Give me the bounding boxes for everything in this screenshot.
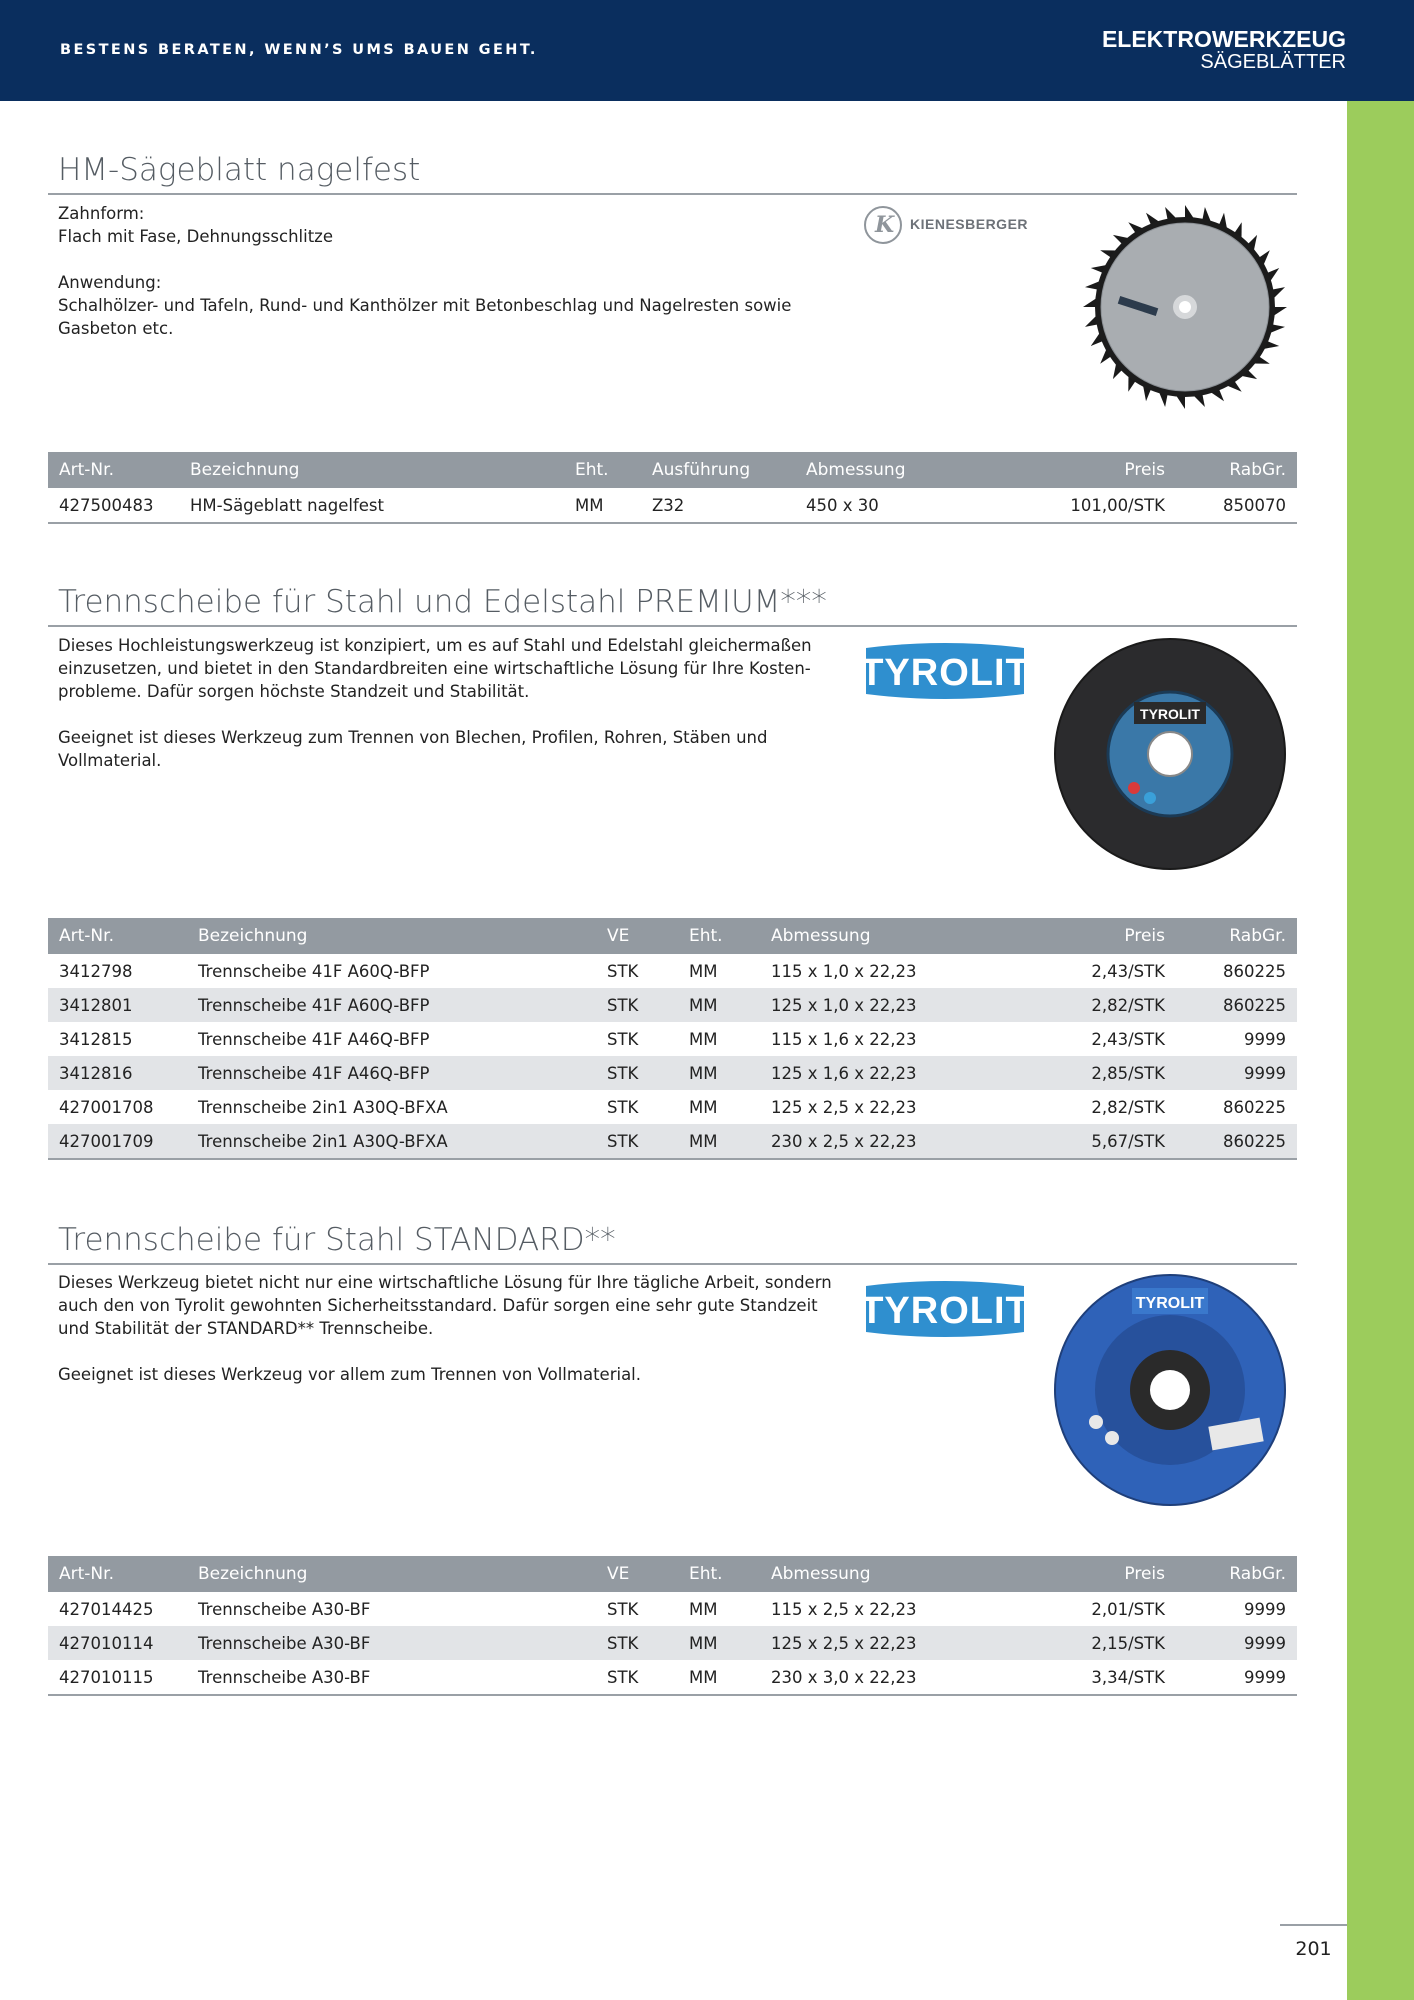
col-header: Bezeichnung xyxy=(187,918,596,954)
col-header: Art-Nr. xyxy=(48,452,179,488)
svg-text:TYROLIT: TYROLIT xyxy=(1135,1295,1205,1312)
desc-line: auch den von Tyrolit gewohnten Sicherheitsstandard. Dafür sorgen eine sehr gute Standzeit xyxy=(58,1296,818,1315)
saw-blade-image xyxy=(1080,202,1290,412)
cell-eht: MM xyxy=(575,495,604,515)
cell-preis: 2,01/STK xyxy=(1091,1599,1165,1619)
cell-ve: STK xyxy=(596,1626,678,1660)
desc-line: einzusetzen, und bietet in den Standardbreiten eine wirtschaftliche Lösung für Ihre Kosten- xyxy=(58,659,811,678)
table-row xyxy=(48,488,1297,523)
section-description xyxy=(58,202,848,340)
cell-eht: MM xyxy=(689,1599,718,1619)
cell-preis: 2,82/STK xyxy=(1091,1097,1165,1117)
col-header: VE xyxy=(596,918,678,954)
cell-ve: STK xyxy=(607,1097,639,1117)
cell-eht: MM xyxy=(689,961,718,981)
cell-preis: 5,67/STK xyxy=(1042,1124,1176,1159)
cell-bezeichnung: Trennscheibe A30-BF xyxy=(198,1667,371,1687)
section-description xyxy=(58,634,848,772)
desc-line: Gasbeton etc. xyxy=(58,319,174,338)
cell-ve: STK xyxy=(607,961,639,981)
table-row xyxy=(48,1660,1297,1695)
cell-abmessung: 115 x 1,6 x 22,23 xyxy=(771,1029,917,1049)
col-header: Eht. xyxy=(678,918,760,954)
product-table-standard-disc xyxy=(48,1556,1297,1696)
cell-bezeichnung: Trennscheibe 2in1 A30Q-BFXA xyxy=(198,1097,448,1117)
cell-rabgr: 860225 xyxy=(1223,961,1286,981)
cell-rabgr: 860225 xyxy=(1176,988,1297,1022)
cell-preis: 2,43/STK xyxy=(1091,1029,1165,1049)
cell-art-nr: 427001708 xyxy=(59,1097,154,1117)
cell-art-nr: 427010115 xyxy=(59,1667,154,1687)
cell-abmessung: 125 x 2,5 x 22,23 xyxy=(760,1626,1042,1660)
svg-text:TYROLIT: TYROLIT xyxy=(860,1290,1030,1332)
table-row xyxy=(48,1022,1297,1056)
cell-ausfuehrung: Z32 xyxy=(652,495,685,515)
header-category: ELEKTROWERKZEUG xyxy=(1101,26,1346,52)
cell-ve: STK xyxy=(596,1056,678,1090)
cell-ve: STK xyxy=(596,988,678,1022)
section-description xyxy=(58,1271,858,1386)
col-header: Abmessung xyxy=(760,1556,1042,1592)
header-subcategory: SÄGEBLÄTTER xyxy=(1200,51,1346,73)
cell-rabgr: 850070 xyxy=(1223,495,1286,515)
table-row xyxy=(48,1056,1297,1090)
section-rule xyxy=(48,1263,1297,1265)
side-color-bar xyxy=(1347,101,1414,2000)
kienesberger-logo: K KIENESBERGER xyxy=(862,204,1042,248)
table-row xyxy=(48,1124,1297,1159)
cutting-disc-image xyxy=(1052,636,1288,872)
cell-ve: STK xyxy=(607,1029,639,1049)
cell-preis: 2,43/STK xyxy=(1091,961,1165,981)
col-header: RabGr. xyxy=(1176,452,1297,488)
desc-line: Vollmaterial. xyxy=(58,751,162,770)
cell-preis: 2,85/STK xyxy=(1042,1056,1176,1090)
product-table-premium-disc xyxy=(48,918,1297,1160)
col-header: Preis xyxy=(1042,918,1176,954)
cell-abmessung: 115 x 1,0 x 22,23 xyxy=(771,961,917,981)
col-header: Ausführung xyxy=(641,452,795,488)
tyrolit-logo xyxy=(860,1278,1030,1340)
table-header-row xyxy=(48,918,1297,954)
desc-line: Anwendung: xyxy=(58,273,162,292)
col-header: Bezeichnung xyxy=(187,1556,596,1592)
table-row xyxy=(48,1592,1297,1626)
cell-bezeichnung: Trennscheibe 41F A60Q-BFP xyxy=(198,961,430,981)
desc-line: Schalhölzer- und Tafeln, Rund- und Kanthölzer mit Betonbeschlag und Nagelresten sowie xyxy=(58,296,792,315)
cell-abmessung: 230 x 3,0 x 22,23 xyxy=(771,1667,917,1687)
section-rule xyxy=(48,193,1297,195)
cell-bezeichnung: Trennscheibe 2in1 A30Q-BFXA xyxy=(187,1124,596,1159)
col-header: RabGr. xyxy=(1176,918,1297,954)
cell-bezeichnung: Trennscheibe A30-BF xyxy=(198,1599,371,1619)
table-row xyxy=(48,1090,1297,1124)
cell-eht: MM xyxy=(689,1029,718,1049)
cell-art-nr: 3412815 xyxy=(59,1029,133,1049)
col-header: RabGr. xyxy=(1176,1556,1297,1592)
cell-art-nr: 427010114 xyxy=(48,1626,187,1660)
table-row xyxy=(48,1626,1297,1660)
col-header: Abmessung xyxy=(760,918,1042,954)
desc-line: Geeignet ist dieses Werkzeug vor allem zum Trennen von Vollmaterial. xyxy=(58,1365,642,1384)
cell-rabgr: 860225 xyxy=(1223,1097,1286,1117)
desc-line: und Stabilität der STANDARD** Trennscheibe. xyxy=(58,1319,434,1338)
cell-rabgr: 9999 xyxy=(1244,1667,1286,1687)
col-header: Eht. xyxy=(564,452,641,488)
cell-eht: MM xyxy=(678,1124,760,1159)
table-row xyxy=(48,988,1297,1022)
page-number: 201 xyxy=(1280,1924,1347,1960)
col-header: VE xyxy=(596,1556,678,1592)
cell-rabgr: 860225 xyxy=(1176,1124,1297,1159)
col-header: Art-Nr. xyxy=(48,1556,187,1592)
table-header-row xyxy=(48,452,1297,488)
desc-line: Flach mit Fase, Dehnungsschlitze xyxy=(58,227,333,246)
col-header: Abmessung xyxy=(795,452,1013,488)
cell-eht: MM xyxy=(678,988,760,1022)
cell-bezeichnung: Trennscheibe 41F A46Q-BFP xyxy=(198,1029,430,1049)
cell-abmessung: 125 x 2,5 x 22,23 xyxy=(771,1097,917,1117)
section-title-premium-disc: Trennscheibe für Stahl und Edelstahl PREMIUM*** xyxy=(58,584,827,620)
cell-preis: 101,00/STK xyxy=(1070,495,1165,515)
section-rule xyxy=(48,625,1297,627)
cell-abmessung: 450 x 30 xyxy=(806,495,879,515)
section-title-standard-disc: Trennscheibe für Stahl STANDARD** xyxy=(58,1222,616,1258)
cell-eht: MM xyxy=(689,1667,718,1687)
cell-rabgr: 9999 xyxy=(1176,1626,1297,1660)
cell-eht: MM xyxy=(678,1056,760,1090)
cell-preis: 3,34/STK xyxy=(1091,1667,1165,1687)
blue-cutting-disc-image xyxy=(1052,1272,1288,1508)
cell-abmessung: 125 x 1,6 x 22,23 xyxy=(760,1056,1042,1090)
col-header: Bezeichnung xyxy=(179,452,564,488)
cell-bezeichnung: Trennscheibe 41F A60Q-BFP xyxy=(187,988,596,1022)
svg-text:TYROLIT: TYROLIT xyxy=(1140,706,1200,722)
cell-art-nr: 427014425 xyxy=(59,1599,154,1619)
desc-line: Zahnform: xyxy=(58,204,145,223)
desc-line: Dieses Werkzeug bietet nicht nur eine wirtschaftliche Lösung für Ihre tägliche Arbeit, sondern xyxy=(58,1273,832,1292)
header-tagline: BESTENS BERATEN, WENN’S UMS BAUEN GEHT. xyxy=(60,42,538,58)
cell-abmessung: 230 x 2,5 x 22,23 xyxy=(760,1124,1042,1159)
col-header: Art-Nr. xyxy=(48,918,187,954)
cell-art-nr: 3412816 xyxy=(48,1056,187,1090)
desc-line: Geeignet ist dieses Werkzeug zum Trennen von Blechen, Profilen, Rohren, Stäben und xyxy=(58,728,768,747)
cell-bezeichnung: Trennscheibe A30-BF xyxy=(187,1626,596,1660)
table-header-row xyxy=(48,1556,1297,1592)
cell-ve: STK xyxy=(596,1124,678,1159)
col-header: Preis xyxy=(1013,452,1176,488)
page-header xyxy=(0,0,1414,101)
cell-rabgr: 9999 xyxy=(1244,1029,1286,1049)
cell-eht: MM xyxy=(689,1097,718,1117)
tyrolit-logo xyxy=(860,640,1030,702)
cell-rabgr: 9999 xyxy=(1176,1056,1297,1090)
cell-eht: MM xyxy=(678,1626,760,1660)
cell-art-nr: 427001709 xyxy=(48,1124,187,1159)
cell-bezeichnung: HM-Sägeblatt nagelfest xyxy=(190,495,384,515)
desc-line: probleme. Dafür sorgen höchste Standzeit und Stabilität. xyxy=(58,682,530,701)
cell-bezeichnung: Trennscheibe 41F A46Q-BFP xyxy=(187,1056,596,1090)
svg-text:TYROLIT: TYROLIT xyxy=(860,652,1030,694)
product-table-saw-blade xyxy=(48,452,1297,524)
cell-preis: 2,82/STK xyxy=(1042,988,1176,1022)
cell-abmessung: 125 x 1,0 x 22,23 xyxy=(760,988,1042,1022)
cell-rabgr: 9999 xyxy=(1244,1599,1286,1619)
cell-ve: STK xyxy=(607,1599,639,1619)
col-header: Preis xyxy=(1042,1556,1176,1592)
cell-art-nr: 3412801 xyxy=(48,988,187,1022)
cell-art-nr: 427500483 xyxy=(59,495,154,515)
cell-ve: STK xyxy=(607,1667,639,1687)
cell-art-nr: 3412798 xyxy=(59,961,133,981)
col-header: Eht. xyxy=(678,1556,760,1592)
table-row xyxy=(48,954,1297,988)
cell-abmessung: 115 x 2,5 x 22,23 xyxy=(771,1599,917,1619)
desc-line: Dieses Hochleistungswerkzeug ist konzipiert, um es auf Stahl und Edelstahl gleichermaßen xyxy=(58,636,812,655)
section-title-saw-blade: HM-Sägeblatt nagelfest xyxy=(58,152,421,188)
cell-preis: 2,15/STK xyxy=(1042,1626,1176,1660)
